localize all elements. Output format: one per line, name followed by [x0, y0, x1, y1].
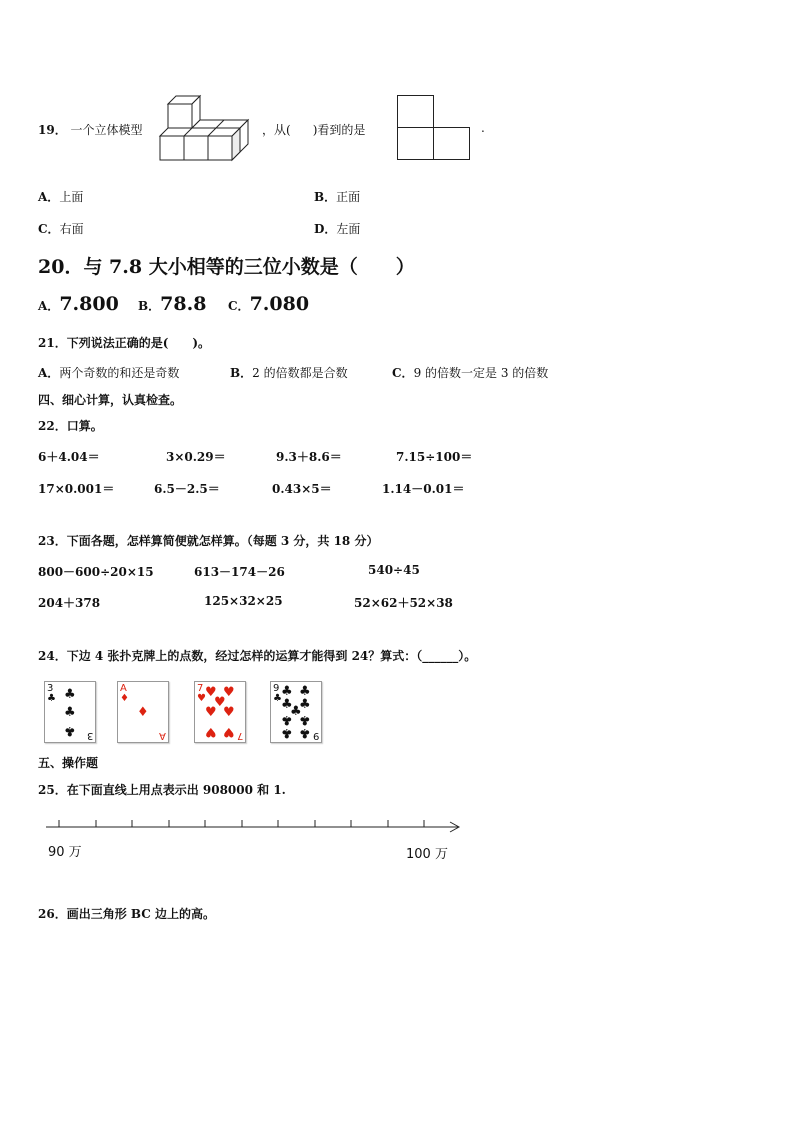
number-line: [44, 812, 464, 836]
q19-option-d-label: D．: [314, 222, 337, 236]
club-icon: ♣: [64, 723, 76, 738]
q22-r2-c3: 0.43×5＝: [272, 482, 332, 496]
club-icon: ♣: [290, 704, 302, 719]
playing-card-ace-diamonds: [117, 681, 169, 743]
card-rank-bottom: A: [159, 730, 166, 741]
playing-card-9-clubs: [270, 681, 322, 743]
heart-icon: ♥: [223, 724, 235, 739]
q19-line: [38, 121, 143, 138]
q19-number: 19．: [38, 123, 67, 137]
q23-r2-c3: 52×62＋52×38: [354, 596, 453, 610]
club-icon: ♣: [64, 687, 76, 702]
q20-title: 20．与 7.8 大小相等的三位小数是（ ）: [38, 256, 415, 278]
q22-r1-c3: 9.3＋8.6＝: [276, 450, 342, 464]
section-5-heading: 五、操作题: [38, 756, 99, 770]
q20-option-a-label: A．: [38, 299, 60, 313]
q19-text-c: )看到的是: [312, 123, 366, 137]
q20-option-b-text: 78.8: [160, 293, 207, 315]
q20-option-c: [228, 293, 309, 315]
q22-title: 22．口算。: [38, 419, 103, 433]
heart-icon: ♥: [214, 695, 226, 710]
playing-card-7-hearts: [194, 681, 246, 743]
club-icon: ♣: [281, 712, 293, 727]
club-icon: ♣: [281, 697, 293, 712]
q21-option-c-text: 9 的倍数一定是 3 的倍数: [413, 366, 549, 380]
q19-option-b-text: 正面: [336, 190, 361, 204]
number-line-right-label: 100 万: [406, 847, 448, 862]
q21-title: 21．下列说法正确的是( )。: [38, 336, 211, 350]
q19-option-c-text: 右面: [59, 222, 84, 236]
q21-option-a-text: 两个奇数的和还是奇数: [59, 366, 180, 380]
q19-option-a: [38, 188, 83, 205]
club-icon: ♣: [299, 684, 311, 699]
q24-title: 24．下边 4 张扑克牌上的点数，经过怎样的运算才能得到 24？算式：（______）。: [38, 649, 477, 663]
q19-option-b-label: B．: [314, 190, 337, 204]
heart-icon: ♥: [223, 685, 235, 700]
card-rank: 3: [47, 683, 54, 694]
heart-icon: ♥: [205, 685, 217, 700]
card-rank-bottom: 7: [236, 730, 243, 741]
q21-option-a: [38, 364, 179, 381]
q21-option-c-label: C．: [392, 366, 414, 380]
club-icon: ♣: [299, 712, 311, 727]
q23-r1-c3: 540÷45: [368, 563, 420, 577]
diamond-icon: ♦: [137, 705, 149, 720]
heart-icon: ♥: [223, 705, 235, 720]
q19-option-c-label: C．: [38, 222, 60, 236]
q23-title: 23．下面各题，怎样算简便就怎样算。（每题 3 分，共 18 分）: [38, 534, 379, 548]
q19-line-b: [262, 121, 365, 138]
club-icon: ♣: [281, 725, 293, 740]
q23-r1-c2: 613－174－26: [194, 565, 285, 579]
card-suit-small: ♦: [120, 693, 129, 704]
number-line-left-label: 90 万: [48, 845, 82, 860]
q23-r2-c2: 125×32×25: [204, 594, 283, 608]
q22-r1-c2: 3×0.29＝: [166, 450, 226, 464]
q20-option-a-text: 7.800: [59, 293, 119, 315]
q19-text-b: ，从(: [262, 123, 291, 137]
q25-title: 25．在下面直线上用点表示出 908000 和 1.: [38, 783, 286, 797]
q19-option-b: [314, 188, 360, 205]
q21-option-c: [392, 364, 548, 381]
q22-r1-c1: 6＋4.04＝: [38, 450, 100, 464]
q20-option-c-text: 7.080: [249, 293, 310, 315]
club-icon: ♣: [64, 705, 76, 720]
club-icon: ♣: [299, 697, 311, 712]
q26-title: 26．画出三角形 BC 边上的高。: [38, 907, 215, 921]
card-suit-small: ♣: [47, 693, 56, 704]
q19-period: .: [481, 121, 485, 135]
card-suit-small: ♥: [197, 693, 206, 704]
q20-option-b: [138, 293, 206, 315]
club-icon: ♣: [281, 684, 293, 699]
q22-r1-c4: 7.15÷100＝: [396, 450, 473, 464]
q19-text-a: 一个立体模型: [70, 123, 143, 137]
card-rank-bottom: 3: [86, 730, 93, 741]
q19-option-a-text: 上面: [59, 190, 84, 204]
q20-option-c-label: C．: [228, 299, 250, 313]
heart-icon: ♥: [205, 705, 217, 720]
card-rank: 9: [273, 683, 280, 694]
card-rank-bottom: 9: [312, 730, 319, 741]
q22-r2-c2: 6.5－2.5＝: [154, 482, 220, 496]
q19-option-a-label: A．: [38, 190, 60, 204]
q23-r2-c1: 204＋378: [38, 596, 101, 610]
club-icon: ♣: [299, 725, 311, 740]
card-rank: A: [120, 683, 127, 694]
q20-option-b-label: B．: [138, 299, 161, 313]
q22-r2-c4: 1.14－0.01＝: [382, 482, 465, 496]
cube-model-figure: [158, 96, 250, 164]
q21-option-b-label: B．: [230, 366, 253, 380]
heart-icon: ♥: [205, 724, 217, 739]
playing-card-3-clubs: [44, 681, 96, 743]
view-figure: [397, 95, 471, 161]
q19-option-d: [314, 220, 360, 237]
q21-option-b: [230, 364, 348, 381]
q21-option-b-text: 2 的倍数都是合数: [252, 366, 348, 380]
q21-option-a-label: A．: [38, 366, 60, 380]
q19-option-c: [38, 220, 84, 237]
q19-option-d-text: 左面: [336, 222, 361, 236]
q20-option-a: [38, 293, 119, 315]
card-suit-small: ♣: [273, 693, 282, 704]
section-4-heading: 四、细心计算，认真检查。: [38, 393, 183, 407]
q23-r1-c1: 800－600÷20×15: [38, 565, 154, 579]
q22-r2-c1: 17×0.001＝: [38, 482, 115, 496]
card-rank: 7: [197, 683, 204, 694]
